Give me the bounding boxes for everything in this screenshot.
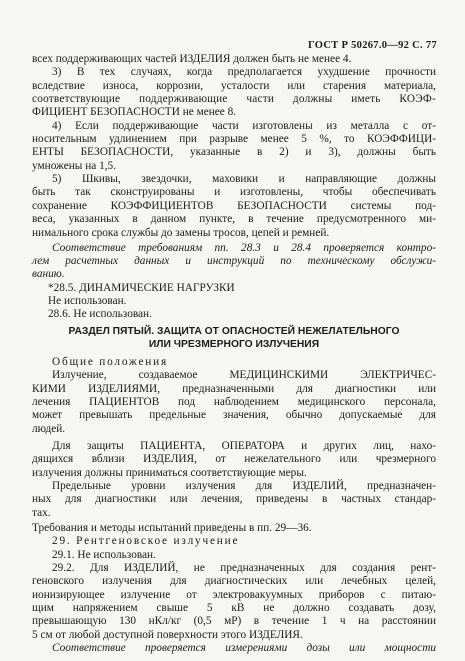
text-line: ЕНТЫ БЕЗОПАСНОСТИ, указанные в 2) и 3), должны быть xyxy=(32,146,436,159)
text-line: 5 см от любой доступной поверхности этого ИЗДЕЛИЯ. xyxy=(32,628,303,641)
text-line: 4) Если поддерживающие части изготовлены из металла с от- xyxy=(52,119,436,132)
text-line: тах. xyxy=(32,506,51,519)
text-line: ных для диагностики или лечения, приведены в частных стандар- xyxy=(32,493,436,506)
text-line: превышающую 130 нКл/кг (0,5 мР) в течение 1 ч на расстоянии xyxy=(32,615,436,628)
text-line: быть так сконструированы и изготовлены, чтобы обеспечивать xyxy=(32,186,436,199)
text-line: дящихся вблизи ИЗДЕЛИЯ, от нежелательного или чрезмерного xyxy=(32,453,436,466)
text-line: КИМИ ИЗДЕЛИЯМИ, предназначенными для диагностики или xyxy=(32,382,436,395)
section-title: РАЗДЕЛ ПЯТЫЙ. ЗАЩИТА ОТ ОПАСНОСТЕЙ НЕЖЕЛАТЕЛЬНОГО xyxy=(68,325,400,337)
section-title: ИЛИ ЧРЕЗМЕРНОГО ИЗЛУЧЕНИЯ xyxy=(148,338,320,350)
text-line: нимального срока службы до замены тросов, цепей и ремней. xyxy=(32,226,330,239)
text-line: всех поддерживающих частей ИЗДЕЛИЯ должен быть не менее 4. xyxy=(32,53,352,65)
text-line: ФИЦИЕНТ БЕЗОПАСНОСТИ не менее 8. xyxy=(32,106,237,119)
italic-note-line: Соответствие проверяется измерениями дозы или мощности xyxy=(52,642,436,654)
text-line: вследствие износа, коррозии, усталости или старения материала, xyxy=(32,79,436,92)
text-line: Излучение, создаваемое МЕДИЦИНСКИМИ ЭЛЕКТРИЧЕС- xyxy=(52,369,436,382)
text-line: может превышать предельные значения, обычно допускаемые для xyxy=(32,409,436,422)
text-line: щим напряжением свыше 5 кВ не должно создавать дозу, xyxy=(32,602,436,614)
text-line: носительным удлинением при разрыве менее 5 %, то КОЭФФИЦИ- xyxy=(32,133,436,146)
italic-note-line: ванию. xyxy=(32,268,65,281)
text-line: Не использован. xyxy=(48,295,127,308)
text-line: 5) Шкивы, звездочки, маховики и направляющие должны xyxy=(52,173,436,186)
text-line: ионизирующее излучение от электровакуумных приборов с питаю- xyxy=(32,588,436,601)
text-line: умножены на 1,5. xyxy=(32,159,117,172)
text-line: веса, указанных в данном пункте, в течение предусмотренного ми- xyxy=(32,213,436,226)
clause-heading: 29. Рентгеновское излучение xyxy=(52,535,240,548)
text-line: геновского излучения для диагностических или лечебных целей, xyxy=(32,575,436,588)
text-line: 29.1. Не использован. xyxy=(52,548,156,561)
text-line: 3) В тех случаях, когда предполагается ухудшение прочности xyxy=(52,66,436,79)
italic-note-line: Соответствие требованиям пп. 28.3 и 28.4 проверяется контро- xyxy=(52,241,436,254)
text-line: Для защиты ПАЦИЕНТА, ОПЕРАТОРА и других лиц, нахо- xyxy=(52,439,436,452)
page-header: ГОСТ Р 50267.0—92 С. 77 xyxy=(308,40,437,51)
italic-note-line: лем расчетных данных и инструкций по техническому обслужи- xyxy=(32,255,436,268)
text-line: лечения ПАЦИЕНТОВ под наблюдением медицинского персонала, xyxy=(32,396,436,409)
text-line: людей. xyxy=(32,422,66,435)
text-line: Предельные уровни излучения для ИЗДЕЛИЙ, предназначен- xyxy=(52,480,436,492)
text-line: сохранение КОЭФФИЦИЕНТОВ БЕЗОПАСНОСТИ системы под- xyxy=(32,199,436,212)
text-line: 29.2. Для ИЗДЕЛИЙ, не предназначенных для создания рент- xyxy=(52,561,436,574)
text-line: 28.6. Не использован. xyxy=(48,308,152,321)
text-line: Требования и методы испытаний приведены в пп. 29—36. xyxy=(32,521,312,534)
text-line: излучения должны приниматься соответствующие меры. xyxy=(32,466,307,479)
subsection-heading: Общие положения xyxy=(52,356,168,369)
clause-heading: *28.5. ДИНАМИЧЕСКИЕ НАГРУЗКИ xyxy=(48,281,235,294)
text-line: соответствующие поддерживающие части должны иметь КОЭФ- xyxy=(32,93,436,105)
